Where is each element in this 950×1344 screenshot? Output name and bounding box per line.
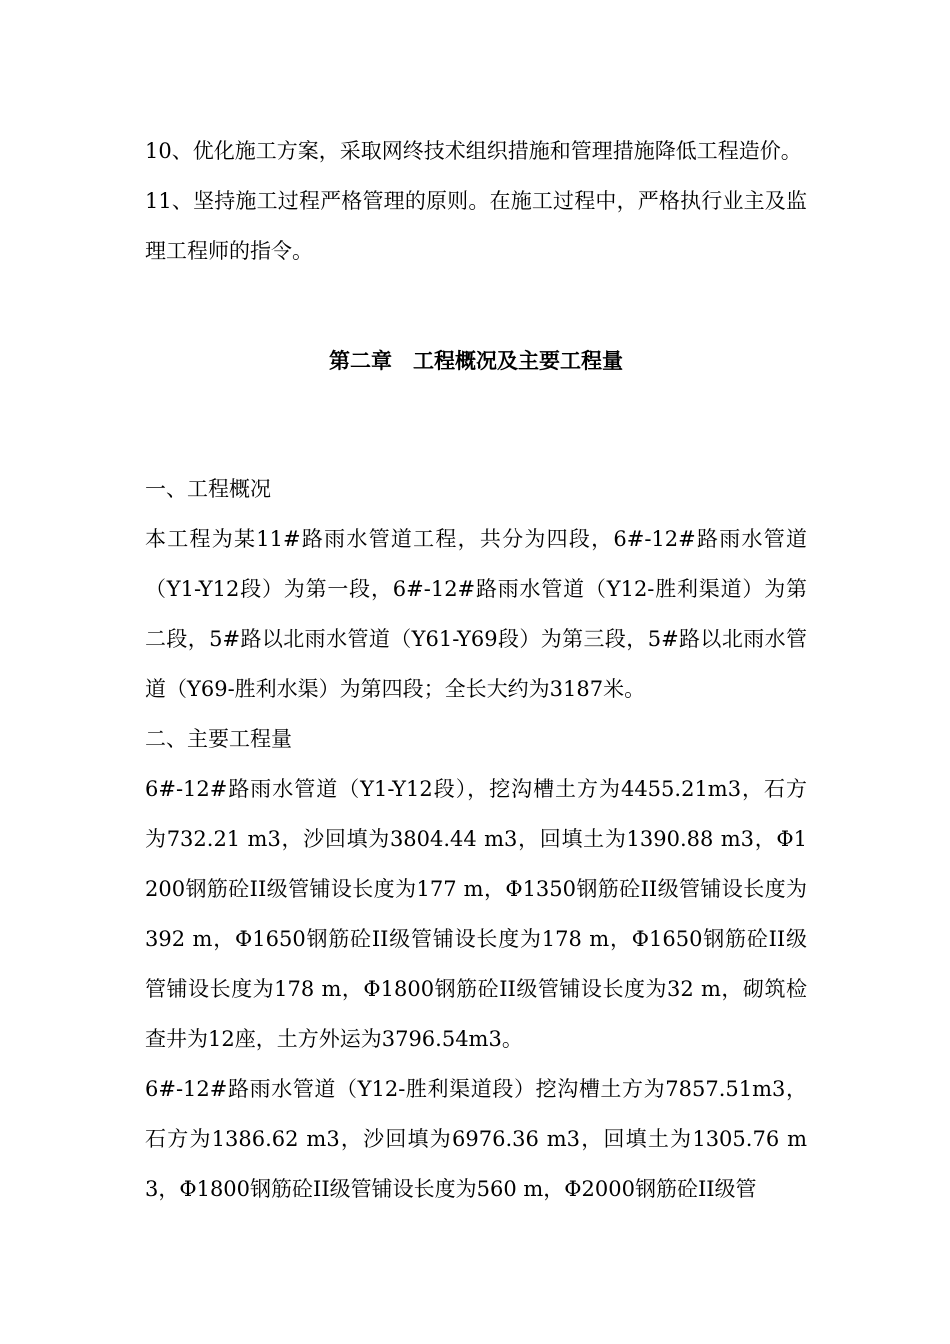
section-title-quantities: 二、主要工程量 (145, 727, 292, 751)
paragraph-item-11: 11、坚持施工过程严格管理的原则。在施工过程中，严格执行业主及监理工程师的指令。 (145, 189, 807, 263)
quantities-paragraph-2: 6#-12#路雨水管道（Y12-胜利渠道段）挖沟槽土方为7857.51m3，石方为1386.62 m3，沙回填为6976.36 m3，回填土为1305.76 m3，Φ1800钢筋砼II级管铺设长度为560 m，Φ2000钢筋砼II级管 (145, 1077, 807, 1201)
paragraph-item-10: 10、优化施工方案，采取网终技术组织措施和管理措施降低工程造价。 (145, 139, 802, 163)
section-title-overview: 一、工程概况 (145, 477, 271, 501)
chapter-heading: 第二章 工程概况及主要工程量 (329, 348, 623, 373)
quantities-paragraph-1: 6#-12#路雨水管道（Y1-Y12段），挖沟槽土方为4455.21m3，石方为732.21 m3，沙回填为3804.44 m3，回填土为1390.88 m3，Φ1200钢筋砼II级管铺设长度为177 m，Φ1350钢筋砼II级管铺设长度为392 m，Φ1650钢筋砼II级管铺设长度为178 m，Φ1650钢筋砼II级管铺设长度为178 m，Φ1800钢筋砼II级管铺设长度为32 m，砌筑检查井为12座，土方外运为3796.54m3。 (145, 777, 807, 1051)
section-overview (145, 464, 807, 1214)
document-body (145, 126, 807, 1214)
overview-paragraph: 本工程为某11#路雨水管道工程，共分为四段，6#-12#路雨水管道（Y1-Y12段）为第一段，6#-12#路雨水管道（Y12-胜利渠道）为第二段，5#路以北雨水管道（Y61-Y69段）为第三段，5#路以北雨水管道（Y69-胜利水渠）为第四段；全长大约为3187米。 (145, 527, 807, 701)
